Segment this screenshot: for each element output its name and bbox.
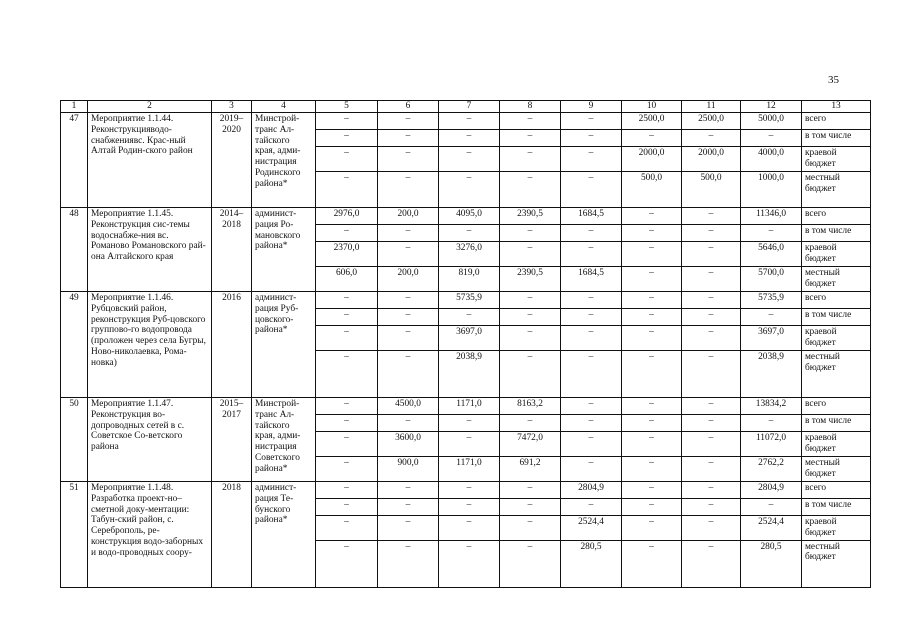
measure-name: Мероприятие 1.1.47. Реконструкция во-допроводных сетей в с. Советское Со-ветского района bbox=[88, 398, 212, 482]
funding-value-cell: 691,2 bbox=[500, 457, 561, 482]
funding-value-cell: 1171,0 bbox=[439, 457, 500, 482]
funding-value-cell: 7472,0 bbox=[500, 432, 561, 457]
funding-value-cell: 2000,0 bbox=[682, 147, 741, 172]
funding-value-cell: – bbox=[316, 225, 378, 242]
funding-value-cell: 5735,9 bbox=[741, 292, 802, 309]
funding-source-label: всего bbox=[802, 482, 871, 499]
funding-value-cell: – bbox=[316, 398, 378, 415]
funding-value-cell: 200,0 bbox=[378, 267, 439, 292]
implementation-years: 2018 bbox=[212, 482, 252, 588]
funding-value-cell: – bbox=[622, 292, 682, 309]
funding-value-cell: 5700,0 bbox=[741, 267, 802, 292]
funding-value-cell: 5735,9 bbox=[439, 292, 500, 309]
funding-value-cell: – bbox=[741, 309, 802, 326]
executor-name: админист-рация Те-бунского района* bbox=[252, 482, 316, 588]
funding-value-cell: 8163,2 bbox=[500, 398, 561, 415]
entry-number: 48 bbox=[61, 208, 88, 292]
funding-source-label: в том числе bbox=[802, 130, 871, 147]
funding-value-cell: – bbox=[316, 415, 378, 432]
funding-value-cell: – bbox=[741, 130, 802, 147]
funding-value-cell: – bbox=[622, 242, 682, 267]
funding-value-cell: – bbox=[378, 172, 439, 208]
funding-value-cell: – bbox=[378, 225, 439, 242]
funding-value-cell: – bbox=[682, 457, 741, 482]
implementation-years: 2015–2017 bbox=[212, 398, 252, 482]
table-row bbox=[61, 208, 871, 225]
funding-value-cell: – bbox=[682, 326, 741, 351]
column-header: 2 bbox=[88, 101, 212, 113]
funding-value-cell: – bbox=[378, 292, 439, 309]
funding-value-cell: – bbox=[741, 415, 802, 432]
funding-value-cell: – bbox=[741, 225, 802, 242]
funding-source-label: местный бюджет bbox=[802, 267, 871, 292]
funding-value-cell: – bbox=[622, 540, 682, 587]
funding-value-cell: 819,0 bbox=[439, 267, 500, 292]
funding-value-cell: – bbox=[561, 292, 622, 309]
funding-value-cell: 2038,9 bbox=[439, 351, 500, 398]
funding-value-cell: – bbox=[439, 432, 500, 457]
funding-value-cell: 280,5 bbox=[561, 540, 622, 587]
funding-value-cell: – bbox=[622, 309, 682, 326]
funding-value-cell: – bbox=[378, 415, 439, 432]
funding-source-label: в том числе bbox=[802, 225, 871, 242]
funding-value-cell: – bbox=[561, 172, 622, 208]
funding-value-cell: – bbox=[439, 225, 500, 242]
measure-name: Мероприятие 1.1.44. Реконструкцияводо-снабжениявс. Крас-ный Алтай Родин-ского район bbox=[88, 113, 212, 208]
funding-value-cell: – bbox=[622, 482, 682, 499]
funding-value-cell: – bbox=[316, 309, 378, 326]
entry-number: 49 bbox=[61, 292, 88, 398]
header-row bbox=[61, 101, 871, 113]
funding-value-cell: 11072,0 bbox=[741, 432, 802, 457]
funding-value-cell: 1000,0 bbox=[741, 172, 802, 208]
measure-name: Мероприятие 1.1.45. Реконструкция сис-темы водоснабже-ния вс. Романово Романовского рай-она Алтайского края bbox=[88, 208, 212, 292]
table-row bbox=[61, 398, 871, 415]
funding-value-cell: – bbox=[622, 326, 682, 351]
funding-source-label: всего bbox=[802, 398, 871, 415]
funding-value-cell: – bbox=[622, 432, 682, 457]
funding-value-cell: – bbox=[561, 113, 622, 130]
funding-value-cell: – bbox=[682, 516, 741, 541]
funding-value-cell: 500,0 bbox=[682, 172, 741, 208]
funding-value-cell: 4500,0 bbox=[378, 398, 439, 415]
funding-value-cell: – bbox=[622, 398, 682, 415]
funding-value-cell: – bbox=[561, 225, 622, 242]
funding-value-cell: – bbox=[500, 147, 561, 172]
column-header: 12 bbox=[741, 101, 802, 113]
funding-value-cell: 3697,0 bbox=[741, 326, 802, 351]
funding-value-cell: – bbox=[561, 499, 622, 516]
funding-value-cell: – bbox=[500, 516, 561, 541]
funding-value-cell: – bbox=[316, 326, 378, 351]
column-header: 4 bbox=[252, 101, 316, 113]
funding-value-cell: – bbox=[622, 225, 682, 242]
program-table bbox=[60, 100, 871, 588]
funding-value-cell: – bbox=[561, 432, 622, 457]
funding-source-label: краевой бюджет bbox=[802, 147, 871, 172]
funding-value-cell: – bbox=[500, 415, 561, 432]
funding-value-cell: 1684,5 bbox=[561, 208, 622, 225]
executor-name: админист-рация Руб-цовского-района* bbox=[252, 292, 316, 398]
funding-value-cell: – bbox=[500, 292, 561, 309]
funding-value-cell: – bbox=[561, 130, 622, 147]
funding-source-label: краевой бюджет bbox=[802, 516, 871, 541]
column-header: 13 bbox=[802, 101, 871, 113]
entry-number: 50 bbox=[61, 398, 88, 482]
funding-value-cell: – bbox=[561, 415, 622, 432]
funding-value-cell: – bbox=[316, 540, 378, 587]
funding-value-cell: – bbox=[316, 147, 378, 172]
funding-source-label: местный бюджет bbox=[802, 540, 871, 587]
funding-value-cell: 2804,9 bbox=[561, 482, 622, 499]
implementation-years: 2019–2020 bbox=[212, 113, 252, 208]
funding-value-cell: – bbox=[622, 208, 682, 225]
funding-value-cell: – bbox=[682, 225, 741, 242]
funding-value-cell: – bbox=[439, 113, 500, 130]
funding-value-cell: 2500,0 bbox=[682, 113, 741, 130]
funding-value-cell: – bbox=[561, 242, 622, 267]
funding-value-cell: – bbox=[500, 540, 561, 587]
funding-value-cell: – bbox=[316, 172, 378, 208]
funding-value-cell: – bbox=[378, 540, 439, 587]
column-header: 10 bbox=[622, 101, 682, 113]
funding-value-cell: 11346,0 bbox=[741, 208, 802, 225]
funding-source-label: местный бюджет bbox=[802, 351, 871, 398]
funding-value-cell: 2370,0 bbox=[316, 242, 378, 267]
funding-value-cell: – bbox=[622, 415, 682, 432]
funding-source-label: краевой бюджет bbox=[802, 432, 871, 457]
funding-value-cell: – bbox=[378, 326, 439, 351]
entry-number: 51 bbox=[61, 482, 88, 588]
funding-value-cell: – bbox=[500, 499, 561, 516]
column-header: 11 bbox=[682, 101, 741, 113]
funding-value-cell: 3600,0 bbox=[378, 432, 439, 457]
executor-name: Минстрой-транс Ал-тайского края, адми-нистрация Родинского района* bbox=[252, 113, 316, 208]
funding-value-cell: – bbox=[500, 172, 561, 208]
measure-name: Мероприятие 1.1.46. Рубцовский район, реконструкция Руб-цовского группово-го водопровода (проложен через села Бугры, Ново-николаевка, Рома-новка) bbox=[88, 292, 212, 398]
funding-value-cell: – bbox=[439, 172, 500, 208]
funding-value-cell: – bbox=[682, 208, 741, 225]
funding-value-cell: – bbox=[682, 351, 741, 398]
funding-source-label: в том числе bbox=[802, 415, 871, 432]
funding-value-cell: – bbox=[439, 147, 500, 172]
funding-value-cell: 3697,0 bbox=[439, 326, 500, 351]
funding-value-cell: – bbox=[682, 242, 741, 267]
funding-value-cell: – bbox=[439, 309, 500, 326]
funding-value-cell: – bbox=[622, 457, 682, 482]
funding-value-cell: – bbox=[561, 309, 622, 326]
implementation-years: 2014–2018 bbox=[212, 208, 252, 292]
funding-value-cell: – bbox=[316, 130, 378, 147]
column-header: 9 bbox=[561, 101, 622, 113]
funding-value-cell: 2390,5 bbox=[500, 267, 561, 292]
funding-value-cell: – bbox=[316, 516, 378, 541]
funding-value-cell: – bbox=[682, 398, 741, 415]
page-number: 35 bbox=[828, 74, 839, 86]
funding-value-cell: – bbox=[682, 499, 741, 516]
funding-source-label: всего bbox=[802, 113, 871, 130]
funding-value-cell: – bbox=[316, 432, 378, 457]
funding-value-cell: – bbox=[500, 309, 561, 326]
column-header: 6 bbox=[378, 101, 439, 113]
funding-value-cell: – bbox=[378, 242, 439, 267]
executor-name: Минстрой-транс Ал-тайского края, адми-нистрация Советского района* bbox=[252, 398, 316, 482]
column-header: 1 bbox=[61, 101, 88, 113]
funding-source-label: местный бюджет bbox=[802, 457, 871, 482]
funding-value-cell: – bbox=[316, 113, 378, 130]
funding-value-cell: 280,5 bbox=[741, 540, 802, 587]
funding-value-cell: – bbox=[439, 516, 500, 541]
column-header: 8 bbox=[500, 101, 561, 113]
funding-value-cell: 5000,0 bbox=[741, 113, 802, 130]
funding-value-cell: – bbox=[682, 540, 741, 587]
funding-value-cell: 5646,0 bbox=[741, 242, 802, 267]
entry-number: 47 bbox=[61, 113, 88, 208]
funding-source-label: в том числе bbox=[802, 309, 871, 326]
funding-value-cell: – bbox=[316, 457, 378, 482]
funding-value-cell: – bbox=[561, 147, 622, 172]
funding-value-cell: 606,0 bbox=[316, 267, 378, 292]
column-header: 7 bbox=[439, 101, 500, 113]
funding-value-cell: – bbox=[682, 415, 741, 432]
funding-source-label: местный бюджет bbox=[802, 172, 871, 208]
funding-value-cell: – bbox=[500, 130, 561, 147]
funding-source-label: всего bbox=[802, 292, 871, 309]
measure-name: Мероприятие 1.1.48. Разработка проект-но–сметной доку-ментации: Табун-ский район, с. Сереброполь, ре-конструкция водо-заборных и водо-проводных соору- bbox=[88, 482, 212, 588]
funding-value-cell: – bbox=[622, 130, 682, 147]
funding-value-cell: – bbox=[378, 482, 439, 499]
funding-source-label: краевой бюджет bbox=[802, 242, 871, 267]
funding-value-cell: – bbox=[500, 242, 561, 267]
implementation-years: 2016 bbox=[212, 292, 252, 398]
funding-value-cell: 2762,2 bbox=[741, 457, 802, 482]
funding-value-cell: – bbox=[439, 130, 500, 147]
funding-value-cell: 4000,0 bbox=[741, 147, 802, 172]
funding-value-cell: – bbox=[378, 130, 439, 147]
funding-value-cell: – bbox=[682, 292, 741, 309]
funding-value-cell: – bbox=[439, 482, 500, 499]
funding-value-cell: – bbox=[682, 130, 741, 147]
funding-value-cell: – bbox=[561, 326, 622, 351]
funding-value-cell: – bbox=[561, 398, 622, 415]
funding-value-cell: 2976,0 bbox=[316, 208, 378, 225]
funding-value-cell: – bbox=[316, 351, 378, 398]
funding-value-cell: – bbox=[741, 499, 802, 516]
funding-value-cell: – bbox=[622, 351, 682, 398]
funding-value-cell: – bbox=[500, 113, 561, 130]
funding-value-cell: 2804,9 bbox=[741, 482, 802, 499]
funding-value-cell: – bbox=[439, 499, 500, 516]
table-row bbox=[61, 113, 871, 130]
funding-value-cell: – bbox=[378, 113, 439, 130]
funding-value-cell: 2000,0 bbox=[622, 147, 682, 172]
funding-value-cell: – bbox=[316, 499, 378, 516]
column-header: 5 bbox=[316, 101, 378, 113]
funding-value-cell: 2038,9 bbox=[741, 351, 802, 398]
funding-value-cell: – bbox=[378, 147, 439, 172]
funding-value-cell: 500,0 bbox=[622, 172, 682, 208]
funding-value-cell: 1171,0 bbox=[439, 398, 500, 415]
funding-value-cell: – bbox=[561, 457, 622, 482]
funding-value-cell: 200,0 bbox=[378, 208, 439, 225]
funding-value-cell: – bbox=[378, 516, 439, 541]
funding-value-cell: – bbox=[682, 309, 741, 326]
funding-value-cell: – bbox=[561, 351, 622, 398]
table-row bbox=[61, 292, 871, 309]
funding-value-cell: – bbox=[500, 351, 561, 398]
funding-value-cell: 2500,0 bbox=[622, 113, 682, 130]
funding-value-cell: – bbox=[316, 482, 378, 499]
funding-value-cell: – bbox=[378, 499, 439, 516]
funding-value-cell: 4095,0 bbox=[439, 208, 500, 225]
funding-value-cell: – bbox=[439, 540, 500, 587]
funding-value-cell: – bbox=[622, 516, 682, 541]
funding-source-label: всего bbox=[802, 208, 871, 225]
funding-source-label: в том числе bbox=[802, 499, 871, 516]
funding-value-cell: 3276,0 bbox=[439, 242, 500, 267]
funding-value-cell: 2390,5 bbox=[500, 208, 561, 225]
funding-value-cell: – bbox=[622, 267, 682, 292]
funding-value-cell: 1684,5 bbox=[561, 267, 622, 292]
funding-value-cell: – bbox=[316, 292, 378, 309]
funding-value-cell: 900,0 bbox=[378, 457, 439, 482]
funding-value-cell: – bbox=[378, 351, 439, 398]
funding-value-cell: – bbox=[682, 482, 741, 499]
funding-value-cell: 2524,4 bbox=[561, 516, 622, 541]
funding-value-cell: – bbox=[500, 225, 561, 242]
table-row bbox=[61, 482, 871, 499]
column-header: 3 bbox=[212, 101, 252, 113]
funding-value-cell: – bbox=[439, 415, 500, 432]
funding-value-cell: – bbox=[378, 309, 439, 326]
funding-value-cell: 2524,4 bbox=[741, 516, 802, 541]
funding-value-cell: – bbox=[682, 267, 741, 292]
funding-value-cell: 13834,2 bbox=[741, 398, 802, 415]
funding-value-cell: – bbox=[622, 499, 682, 516]
funding-value-cell: – bbox=[500, 482, 561, 499]
executor-name: админист-рация Ро-мановского района* bbox=[252, 208, 316, 292]
funding-value-cell: – bbox=[500, 326, 561, 351]
funding-value-cell: – bbox=[682, 432, 741, 457]
funding-source-label: краевой бюджет bbox=[802, 326, 871, 351]
